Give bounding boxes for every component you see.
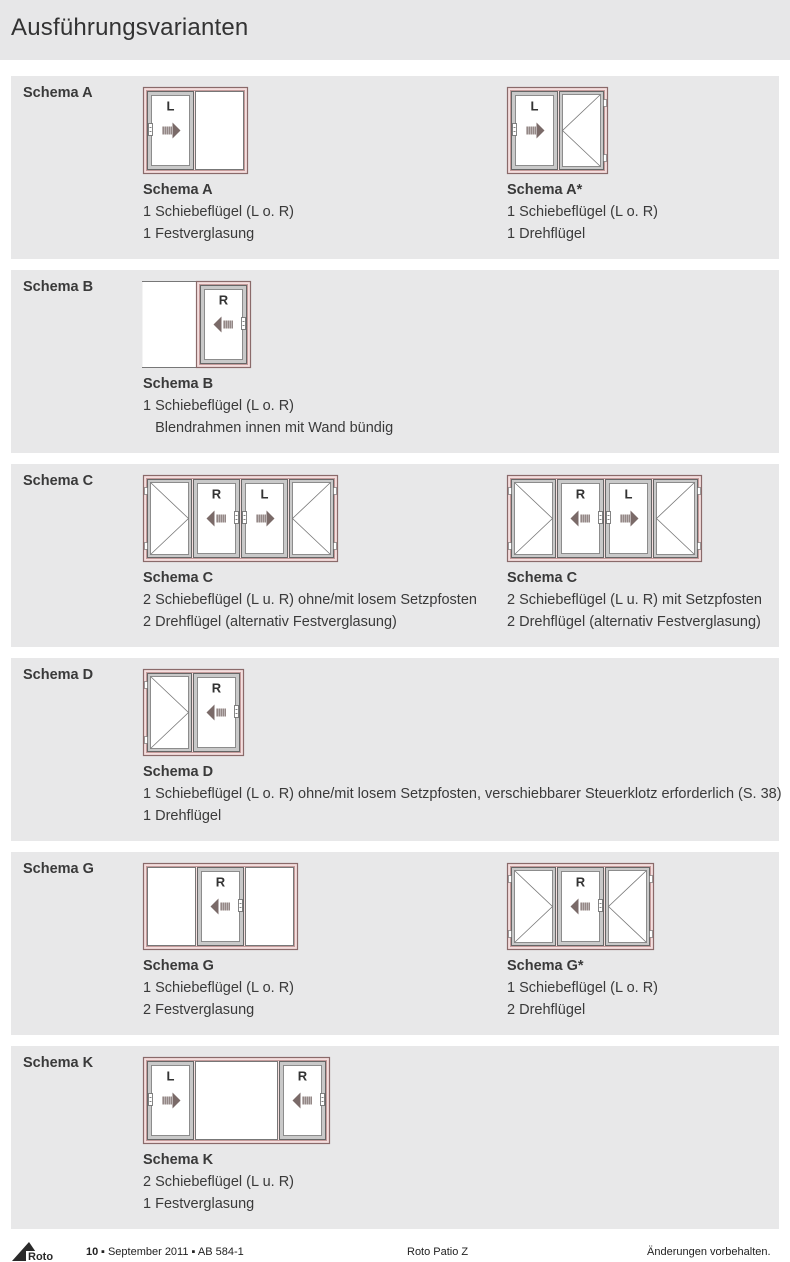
panel-letter: L	[624, 486, 633, 502]
window-diagram	[507, 863, 655, 951]
panel-turnR	[654, 480, 701, 558]
panel-slideR	[280, 1062, 326, 1140]
variant-title: Schema C	[143, 570, 214, 586]
variant-title: Schema G*	[507, 958, 584, 974]
panel-slideL	[606, 480, 652, 558]
wall-area	[143, 282, 197, 368]
schema-section	[11, 270, 779, 453]
window-diagram	[143, 87, 249, 175]
schema-variant	[507, 475, 790, 635]
section-label: Schema D	[23, 667, 94, 683]
panel-fixed	[196, 92, 244, 170]
panel-fixed	[148, 868, 196, 946]
schema-section	[11, 852, 779, 1035]
panel-letter: R	[297, 1068, 308, 1084]
roto-logo	[12, 1240, 62, 1262]
variant-title: Schema A	[143, 182, 213, 198]
schema-variant	[143, 863, 443, 1023]
variant-description: 2 Drehflügel	[507, 1001, 586, 1018]
roto-logo-text: Roto	[28, 1251, 54, 1262]
panel-turnR	[560, 92, 607, 170]
variant-description: 2 Schiebeflügel (L u. R)	[143, 1174, 294, 1190]
schema-variant	[143, 1057, 773, 1217]
footer-product: Roto Patio Z	[407, 1246, 469, 1258]
panel-letter: R	[575, 874, 586, 890]
panel-letter: R	[211, 680, 222, 696]
variant-description: 2 Schiebeflügel (L u. R) mit Setzpfosten	[507, 592, 762, 608]
panel-turnL	[509, 868, 556, 946]
variant-title: Schema G	[143, 958, 214, 974]
variant-description: 1 Schiebeflügel (L o. R)	[507, 980, 658, 996]
variant-title: Schema K	[143, 1152, 214, 1168]
variant-description: Blendrahmen innen mit Wand bündig	[143, 419, 394, 436]
panel-slideL	[148, 92, 194, 170]
panel-letter: L	[530, 98, 539, 114]
variant-description: 2 Festverglasung	[143, 1001, 255, 1018]
variant-description: 1 Drehflügel	[143, 807, 222, 824]
variant-description: 2 Drehflügel (alternativ Festverglasung)	[507, 613, 761, 630]
window-diagram	[143, 475, 339, 563]
variant-description: 2 Schiebeflügel (L u. R) ohne/mit losem Setzpfosten	[143, 592, 477, 608]
section-label: Schema A	[23, 85, 93, 101]
panel-slideR	[558, 868, 604, 946]
window-diagram	[142, 281, 252, 369]
panel-slideR	[198, 868, 244, 946]
schema-variant	[507, 87, 790, 247]
section-label: Schema K	[23, 1055, 94, 1071]
page-header	[0, 0, 790, 60]
panel-slideL	[512, 92, 558, 170]
variant-title: Schema B	[143, 376, 214, 392]
panel-slideL	[242, 480, 288, 558]
variant-description: 2 Drehflügel (alternativ Festverglasung)	[143, 613, 397, 630]
schema-variant	[143, 475, 477, 635]
panel-letter: L	[166, 1068, 175, 1084]
footer-meta: ▪ September 2011 ▪ AB 584-1	[101, 1246, 244, 1258]
footer-notice: Änderungen vorbehalten.	[647, 1246, 771, 1258]
variant-description: 1 Schiebeflügel (L o. R)	[143, 204, 294, 220]
panel-letter: L	[260, 486, 269, 502]
schema-variant	[143, 87, 443, 247]
panel-slideR	[194, 674, 240, 752]
panel-fixed	[246, 868, 294, 946]
panel-letter: L	[166, 98, 175, 114]
window-diagram	[143, 863, 299, 951]
variant-description: 1 Schiebeflügel (L o. R) ohne/mit losem Setzpfosten, verschiebbarer Steuerklotz erforderlich (S. 38)	[143, 786, 782, 802]
window-diagram	[507, 87, 609, 175]
panel-slideR	[558, 480, 604, 558]
variant-description: 1 Festverglasung	[143, 1195, 255, 1212]
variant-title: Schema D	[143, 764, 214, 780]
panel-turnR	[606, 868, 653, 946]
panel-slideR	[194, 480, 240, 558]
variant-description: 1 Schiebeflügel (L o. R)	[143, 980, 294, 996]
section-label: Schema C	[23, 473, 94, 489]
variant-description: 1 Festverglasung	[143, 225, 255, 242]
variant-description: 1 Drehflügel	[507, 225, 586, 242]
panel-slideL	[148, 1062, 194, 1140]
window-diagram	[143, 1057, 331, 1145]
window-diagram	[507, 475, 703, 563]
schema-section	[11, 464, 779, 647]
panel-turnL	[145, 480, 192, 558]
schema-section	[11, 658, 782, 841]
schema-variant	[143, 281, 773, 441]
page-footer	[0, 1230, 790, 1261]
variant-title: Schema A*	[507, 182, 583, 198]
variant-description: 1 Schiebeflügel (L o. R)	[143, 398, 294, 414]
window-diagram	[143, 669, 245, 757]
panel-letter: R	[215, 874, 226, 890]
panel-letter: R	[211, 486, 222, 502]
variant-description: 1 Schiebeflügel (L o. R)	[507, 204, 658, 220]
page-title: Ausführungsvarianten	[11, 14, 249, 41]
schema-section	[11, 1046, 779, 1229]
schema-variant	[143, 669, 782, 829]
panel-turnL	[509, 480, 556, 558]
panel-letter: R	[575, 486, 586, 502]
panel-turnL	[145, 674, 192, 752]
section-label: Schema B	[23, 279, 94, 295]
page-number: 10	[86, 1246, 99, 1258]
variant-title: Schema C	[507, 570, 578, 586]
section-label: Schema G	[23, 861, 94, 877]
panel-fixedWide	[196, 1062, 278, 1140]
schema-variant	[507, 863, 790, 1023]
panel-slideR	[201, 286, 247, 364]
schema-section	[11, 76, 779, 259]
panel-turnR	[290, 480, 337, 558]
panel-letter: R	[218, 292, 229, 308]
